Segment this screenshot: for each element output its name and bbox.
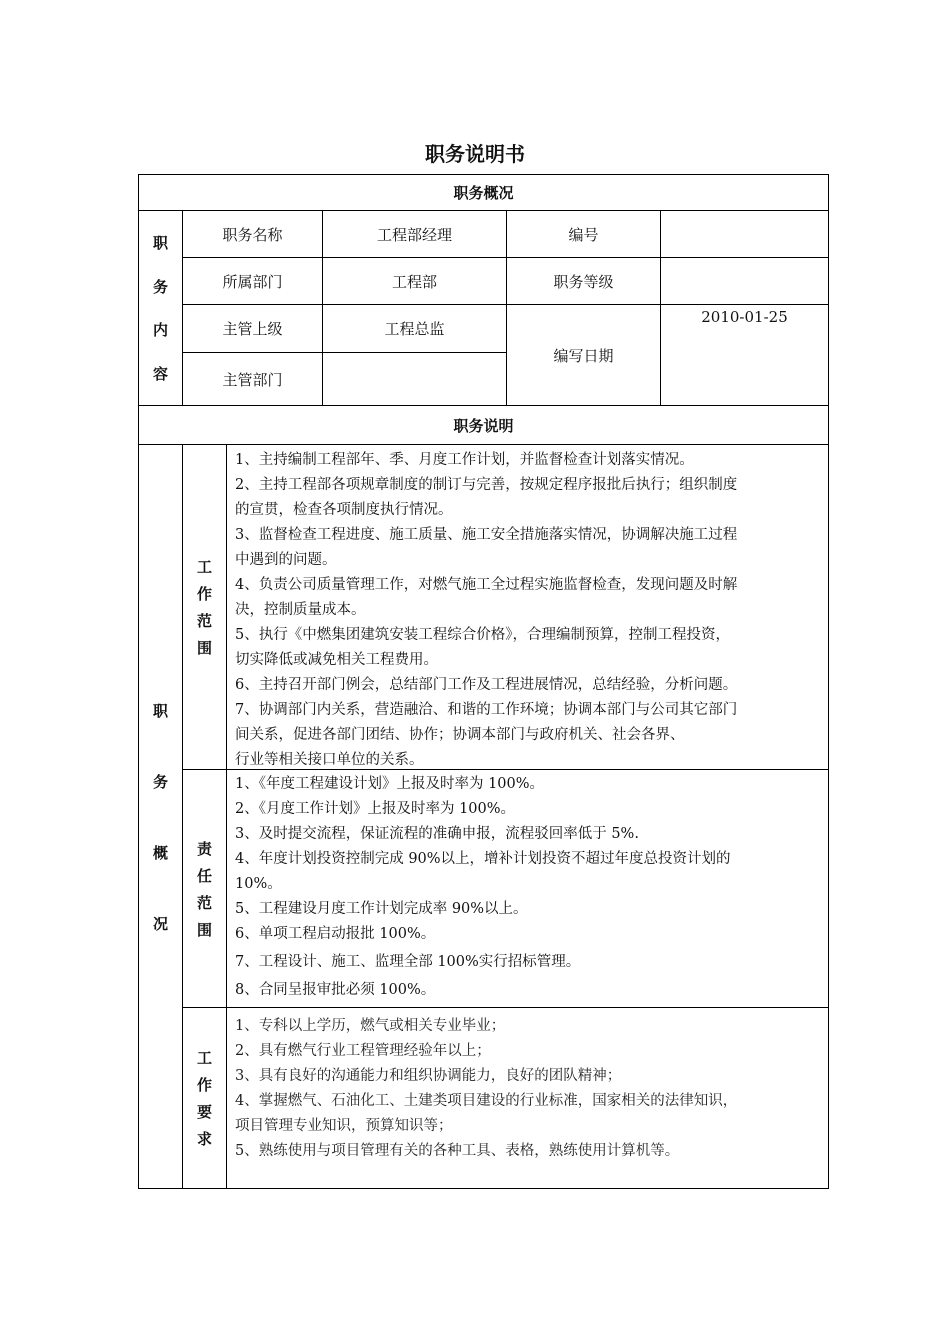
list-item: 2、具有燃气行业工程管理经验年以上； <box>235 1043 491 1059</box>
section-title-description: 职务说明 <box>453 416 514 435</box>
list-item: 中遇到的问题。 <box>235 552 337 568</box>
list-item: 4、掌握燃气、石油化工、土建类项目建设的行业标准，国家相关的法律知识， <box>235 1093 738 1109</box>
list-item: 3、监督检查工程进度、施工质量、施工安全措施落实情况，协调解决施工过程 <box>235 527 738 543</box>
list-item: 10%。 <box>235 876 282 892</box>
list-item: 的宣贯，检查各项制度执行情况。 <box>235 502 453 518</box>
requirements-list <box>235 1014 825 1164</box>
department-value: 工程部 <box>391 272 437 291</box>
job-name-label: 职务名称 <box>222 225 283 244</box>
superior-label: 主管上级 <box>222 320 283 338</box>
responsibility-scope-list <box>235 772 825 1003</box>
document-title: 职务说明书 <box>425 142 525 166</box>
list-item: 1、《年度工程建设计划》上报及时率为 100%。 <box>235 776 545 792</box>
list-item: 4、负责公司质量管理工作，对燃气施工全过程实施监督检查，发现问题及时解 <box>235 577 738 593</box>
managed-dept-label: 主管部门 <box>222 370 283 389</box>
list-item: 6、单项工程启动报批 100%。 <box>235 926 436 942</box>
list-item: 决，控制质量成本。 <box>235 602 366 618</box>
department-label: 所属部门 <box>222 272 283 291</box>
managed-dept-value <box>323 353 506 405</box>
number-label: 编号 <box>568 225 599 244</box>
row-divider <box>139 444 828 445</box>
job-name-value: 工程部经理 <box>376 225 452 244</box>
number-value <box>661 211 828 257</box>
list-item: 6、主持召开部门例会，总结部门工作及工程进展情况，总结经验，分析问题。 <box>235 677 738 693</box>
date-value: 2010-01-25 <box>701 308 788 326</box>
col-divider <box>226 444 227 1188</box>
list-item: 切实降低或减免相关工程费用。 <box>235 652 438 668</box>
side-label-job-content: 职 务 内 容 <box>152 234 168 383</box>
job-description-table <box>138 174 829 1189</box>
superior-value: 工程总监 <box>384 320 445 338</box>
list-item: 7、协调部门内关系，营造融洽、和谐的工作环境；协调本部门与公司其它部门 <box>235 702 738 718</box>
requirements-label: 工 作 要 求 <box>196 1049 212 1148</box>
list-item: 3、具有良好的沟通能力和组织协调能力，良好的团队精神； <box>235 1068 622 1084</box>
list-item: 间关系，促进各部门团结、协作；协调本部门与政府机关、社会各界、 <box>235 727 685 743</box>
list-item: 3、及时提交流程，保证流程的准确申报，流程驳回率低于 5%. <box>235 826 639 842</box>
list-item: 5、工程建设月度工作计划完成率 90%以上。 <box>235 901 528 917</box>
responsibility-scope-label: 责 任 范 围 <box>196 839 212 939</box>
section-title-overview: 职务概况 <box>453 184 514 202</box>
list-item: 7、工程设计、施工、监理全部 100%实行招标管理。 <box>235 954 581 970</box>
list-item: 2、主持工程部各项规章制度的制订与完善，按规定程序报批后执行；组织制度 <box>235 477 738 493</box>
row-divider <box>182 1007 828 1008</box>
list-item: 4、年度计划投资控制完成 90%以上，增补计划投资不超过年度总投资计划的 <box>235 851 731 867</box>
list-item: 5、熟练使用与项目管理有关的各种工具、表格，熟练使用计算机等。 <box>235 1143 680 1159</box>
list-item: 8、合同呈报审批必须 100%。 <box>235 982 436 998</box>
grade-value <box>661 258 828 304</box>
grade-label: 职务等级 <box>553 272 614 291</box>
list-item: 1、专科以上学历，燃气或相关专业毕业； <box>235 1018 506 1034</box>
side-label-job-overview: 职 务 概 况 <box>152 701 168 933</box>
list-item: 项目管理专业知识，预算知识等； <box>235 1118 453 1134</box>
list-item: 5、执行《中燃集团建筑安装工程综合价格》，合理编制预算，控制工程投资， <box>235 627 730 643</box>
list-item: 2、《月度工作计划》上报及时率为 100%。 <box>235 801 516 817</box>
work-scope-label: 工 作 范 围 <box>196 558 212 657</box>
list-item: 行业等相关接口单位的关系。 <box>235 752 424 768</box>
date-label: 编写日期 <box>553 346 614 365</box>
work-scope-list <box>235 448 825 773</box>
list-item: 1、主持编制工程部年、季、月度工作计划，并监督检查计划落实情况。 <box>235 452 694 468</box>
